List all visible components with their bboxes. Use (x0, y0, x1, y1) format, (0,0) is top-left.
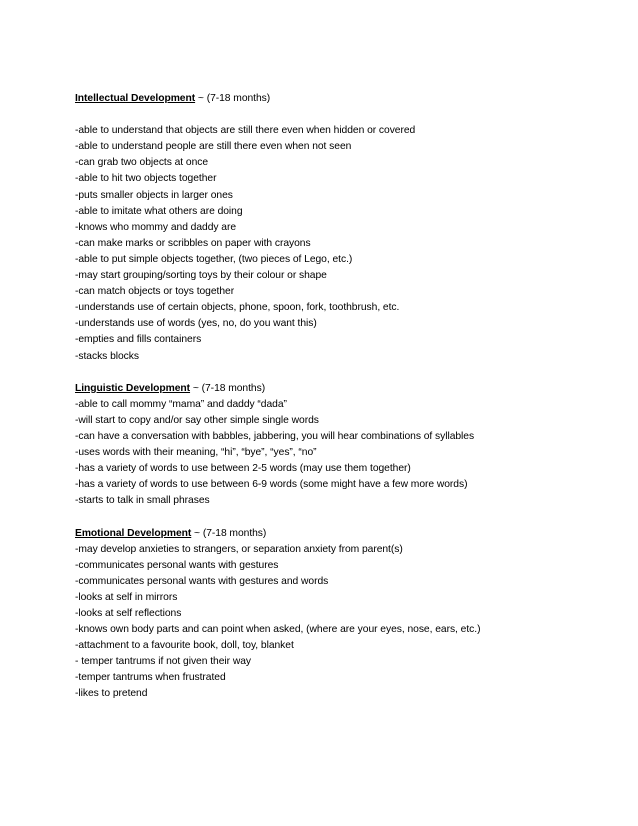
milestone-list (75, 542, 615, 703)
list-item: -can make marks or scribbles on paper with crayons (75, 237, 311, 249)
list-item: -looks at self reflections (75, 608, 182, 619)
list-item: -able to put simple objects together, (two pieces of Lego, etc.) (75, 253, 353, 265)
section-linguistic-development (75, 381, 615, 510)
milestone-list (75, 123, 615, 364)
list-item: -communicates personal wants with gestures and words (75, 575, 329, 587)
section-age-range: ~ (7-18 months) (190, 382, 266, 394)
list-item: -temper tantrums when frustrated (75, 672, 226, 684)
list-item: -stacks blocks (75, 350, 139, 362)
list-item: -has a variety of words to use between 6-9 words (some might have a few more words) (75, 479, 468, 491)
list-item: -may develop anxieties to strangers, or separation anxiety from parent(s) (75, 543, 403, 555)
spacer (75, 107, 615, 123)
list-item: -can have a conversation with babbles, jabbering, you will hear combinations of syllables (75, 430, 475, 442)
list-item: -able to hit two objects together (75, 173, 217, 185)
document-body (75, 91, 615, 703)
section-age-range: ~ (7-18 months) (195, 93, 271, 104)
list-item: -can grab two objects at once (75, 157, 209, 169)
list-item: -may start grouping/sorting toys by their colour or shape (75, 270, 327, 282)
list-item: -likes to pretend (75, 688, 148, 700)
list-item: - temper tantrums if not given their way (75, 656, 251, 668)
section-heading (75, 381, 615, 397)
section-age-range: ~ (7-18 months) (191, 527, 267, 539)
list-item: -knows own body parts and can point when asked, (where are your eyes, nose, ears, etc.) (75, 624, 481, 636)
list-item: -looks at self in mirrors (75, 591, 178, 603)
list-item: -starts to talk in small phrases (75, 495, 210, 507)
list-item: -communicates personal wants with gestures (75, 559, 279, 571)
list-item: -attachment to a favourite book, doll, toy, blanket (75, 640, 294, 652)
section-emotional-development (75, 526, 615, 703)
section-heading (75, 526, 615, 542)
list-item: -knows who mommy and daddy are (75, 221, 237, 233)
list-item: -will start to copy and/or say other simple single words (75, 414, 319, 426)
list-item: -can match objects or toys together (75, 286, 235, 298)
list-item: -understands use of certain objects, phone, spoon, fork, toothbrush, etc. (75, 302, 400, 314)
list-item: -puts smaller objects in larger ones (75, 189, 233, 201)
section-heading (75, 91, 615, 107)
list-item: -understands use of words (yes, no, do you want this) (75, 318, 317, 330)
list-item: -has a variety of words to use between 2-5 words (may use them together) (75, 463, 411, 475)
list-item: -able to understand that objects are still there even when hidden or covered (75, 125, 416, 137)
section-title: Intellectual Development (75, 93, 196, 104)
list-item: -uses words with their meaning, “hi”, “bye”, “yes”, “no” (75, 447, 317, 459)
list-item: -able to imitate what others are doing (75, 205, 243, 217)
section-intellectual-development (75, 91, 615, 365)
list-item: -empties and fills containers (75, 334, 202, 346)
list-item: -able to understand people are still there even when not seen (75, 141, 352, 153)
section-title: Emotional Development (75, 527, 192, 539)
milestone-list (75, 397, 615, 510)
section-title: Linguistic Development (75, 382, 191, 394)
list-item: -able to call mommy “mama” and daddy “dada” (75, 398, 287, 410)
